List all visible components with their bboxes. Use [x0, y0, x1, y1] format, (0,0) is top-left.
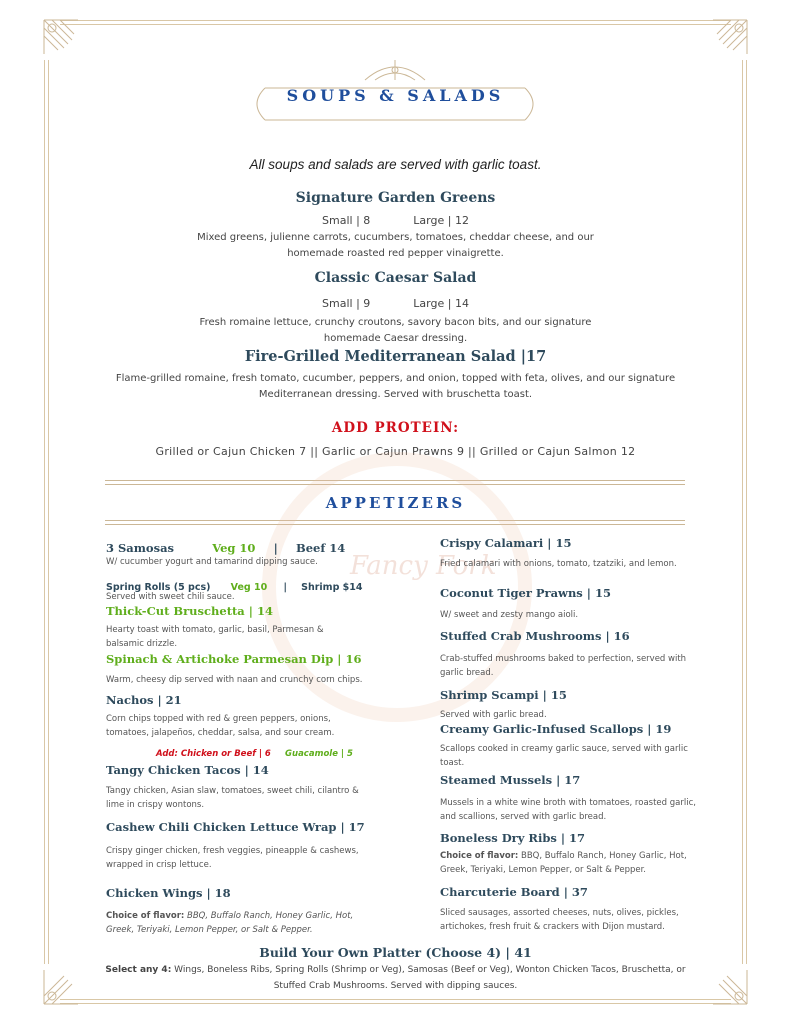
item-description	[440, 652, 740, 680]
platter-desc-line: Stuffed Crab Mushrooms. Served with dipping sauces.	[273, 981, 518, 991]
menu-item-charcuterie: Charcuterie Board | 37	[440, 885, 588, 899]
frame-bottom-line-inner	[60, 999, 731, 1000]
flavor-list: Greek, Teriyaki, Lemon Pepper, or Salt & Pepper.	[106, 925, 313, 935]
frame-top-line	[60, 20, 731, 21]
salad-desc-line: Fresh romaine lettuce, crunchy croutons, savory bacon bits, and our signature	[199, 317, 592, 328]
item-name: Spring Rolls (5 pcs)	[106, 582, 211, 593]
menu-item-tiger-prawns: Coconut Tiger Prawns | 15	[440, 586, 611, 600]
item-description	[106, 909, 406, 937]
addon-guacamole: Guacamole | 5	[285, 749, 353, 759]
desc-line: tomatoes, jalapeños, cheddar, salsa, and sour cream.	[106, 728, 335, 738]
salad-price-large: Large | 14	[413, 297, 469, 310]
desc-line: Sliced sausages, assorted cheeses, nuts, olives, pickles,	[440, 908, 679, 918]
item-description: Served with sweet chili sauce.	[106, 592, 235, 602]
salad-price-small: Small | 9	[322, 297, 371, 310]
salad-price-small: Small | 8	[322, 214, 371, 227]
item-description	[106, 784, 406, 812]
item-description: Warm, cheesy dip served with naan and crunchy corn chips.	[106, 675, 363, 685]
salad-price-large: Large | 12	[413, 214, 469, 227]
desc-line: Corn chips topped with red & green peppers, onions,	[106, 714, 331, 724]
watermark-logo-text: Fancy Fork	[350, 551, 497, 581]
salad-desc-line: homemade roasted red pepper vinaigrette.	[287, 248, 504, 259]
menu-item-dry-ribs: Boneless Dry Ribs | 17	[440, 831, 586, 845]
desc-line: Crab-stuffed mushrooms baked to perfection, served with	[440, 654, 687, 664]
salad-desc-line: Mediterranean dressing. Served with bruschetta toast.	[258, 389, 533, 400]
item-description	[440, 849, 740, 877]
soups-salads-heading: SOUPS & SALADS	[286, 86, 505, 105]
item-description	[440, 742, 740, 770]
platter-desc-line: Wings, Boneless Ribs, Spring Rolls (Shrimp or Veg), Samosas (Beef or Veg), Wonton Chicken Tacos, Bruschetta, or	[174, 965, 686, 975]
item-description: W/ sweet and zesty mango aioli.	[440, 610, 579, 620]
flavor-label: Choice of flavor:	[440, 851, 519, 861]
salad-prices	[0, 214, 791, 227]
item-price-veg: Veg 10	[212, 541, 256, 555]
item-description	[440, 906, 740, 934]
add-protein-options: Grilled or Cajun Chicken 7 || Garlic or Cajun Prawns 9 || Grilled or Cajun Salmon 12	[155, 445, 636, 458]
menu-item-mussels: Steamed Mussels | 17	[440, 773, 581, 787]
add-protein-label: ADD PROTEIN:	[331, 420, 460, 436]
flavor-list: BBQ, Buffalo Ranch, Honey Garlic, Hot,	[187, 911, 354, 921]
item-price-veg: Veg 10	[230, 582, 268, 593]
salad-description	[0, 230, 791, 262]
item-price-shrimp: Shrimp $14	[301, 582, 363, 593]
menu-item-platter: Build Your Own Platter (Choose 4) | 41	[259, 945, 532, 960]
frame-bottom-line	[60, 1003, 731, 1004]
desc-line: Crispy ginger chicken, fresh veggies, pineapple & cashews,	[106, 846, 359, 856]
salad-description	[0, 371, 791, 403]
item-description	[106, 623, 406, 651]
item-name: 3 Samosas	[106, 541, 175, 555]
menu-item-crab-mushrooms: Stuffed Crab Mushrooms | 16	[440, 629, 630, 643]
salad-prices	[0, 297, 791, 310]
appetizers-heading: APPETIZERS	[325, 494, 466, 512]
price-separator: |	[273, 541, 278, 555]
addon-chicken-beef: Add: Chicken or Beef | 6	[156, 749, 271, 759]
menu-item-chicken-wings: Chicken Wings | 18	[106, 886, 231, 900]
item-description	[106, 712, 406, 740]
item-price-beef: Beef 14	[296, 541, 346, 555]
menu-item-shrimp-scampi: Shrimp Scampi | 15	[440, 688, 567, 702]
desc-line: lime in crispy wontons.	[106, 800, 205, 810]
item-description: W/ cucumber yogurt and tamarind dipping sauce.	[106, 557, 318, 567]
salad-desc-line: Mixed greens, julienne carrots, cucumbers, tomatoes, cheddar cheese, and our	[197, 232, 594, 243]
desc-line: wrapped in crisp lettuce.	[106, 860, 212, 870]
menu-item-chicken-tacos: Tangy Chicken Tacos | 14	[106, 763, 269, 777]
desc-line: artichokes, fresh fruit & crackers with Dijon mustard.	[440, 922, 665, 932]
nachos-addons	[156, 741, 353, 760]
corner-ornament-top-right	[683, 14, 753, 84]
desc-line: Tangy chicken, Asian slaw, tomatoes, sweet chili, cilantro &	[106, 786, 359, 796]
desc-line: Scallops cooked in creamy garlic sauce, served with garlic	[440, 744, 688, 754]
salad-description	[0, 315, 791, 347]
desc-line: toast.	[440, 758, 465, 768]
platter-description	[0, 962, 791, 994]
item-description	[440, 796, 740, 824]
menu-item-scallops: Creamy Garlic-Infused Scallops | 19	[440, 722, 672, 736]
menu-item-bruschetta: Thick-Cut Bruschetta | 14	[106, 604, 273, 618]
desc-line: Mussels in a white wine broth with tomatoes, roasted garlic,	[440, 798, 696, 808]
price-separator: |	[283, 582, 287, 593]
salad-name: Fire-Grilled Mediterranean Salad |17	[244, 348, 547, 365]
menu-item-samosas	[106, 537, 345, 556]
frame-top-line-inner	[60, 24, 731, 25]
desc-line: and scallions, served with garlic bread.	[440, 812, 607, 822]
platter-select-label: Select any 4:	[105, 965, 172, 975]
flavor-list: Greek, Teriyaki, Lemon Pepper, or Salt & Pepper.	[440, 865, 647, 875]
item-description	[106, 844, 406, 872]
menu-item-calamari: Crispy Calamari | 15	[440, 536, 572, 550]
menu-item-lettuce-wrap: Cashew Chili Chicken Lettuce Wrap | 17	[106, 820, 365, 834]
item-description: Served with garlic bread.	[440, 710, 547, 720]
flavor-label: Choice of flavor:	[106, 911, 185, 921]
menu-item-nachos: Nachos | 21	[106, 693, 182, 707]
salad-name: Classic Caesar Salad	[314, 270, 477, 286]
soups-salads-intro: All soups and salads are served with garlic toast.	[249, 157, 542, 172]
salad-name: Signature Garden Greens	[295, 190, 496, 206]
salad-desc-line: Flame-grilled romaine, fresh tomato, cucumber, peppers, and onion, topped with feta, olives, and our signature	[115, 373, 676, 384]
corner-ornament-top-left	[38, 14, 108, 84]
salad-desc-line: homemade Caesar dressing.	[323, 333, 468, 344]
desc-line: garlic bread.	[440, 668, 494, 678]
flavor-list: BBQ, Buffalo Ranch, Honey Garlic, Hot,	[521, 851, 687, 861]
menu-item-spinach-dip: Spinach & Artichoke Parmesan Dip | 16	[106, 652, 362, 666]
desc-line: Hearty toast with tomato, garlic, basil, Parmesan &	[106, 625, 324, 635]
desc-line: balsamic drizzle.	[106, 639, 178, 649]
item-description: Fried calamari with onions, tomato, tzatziki, and lemon.	[440, 559, 677, 569]
